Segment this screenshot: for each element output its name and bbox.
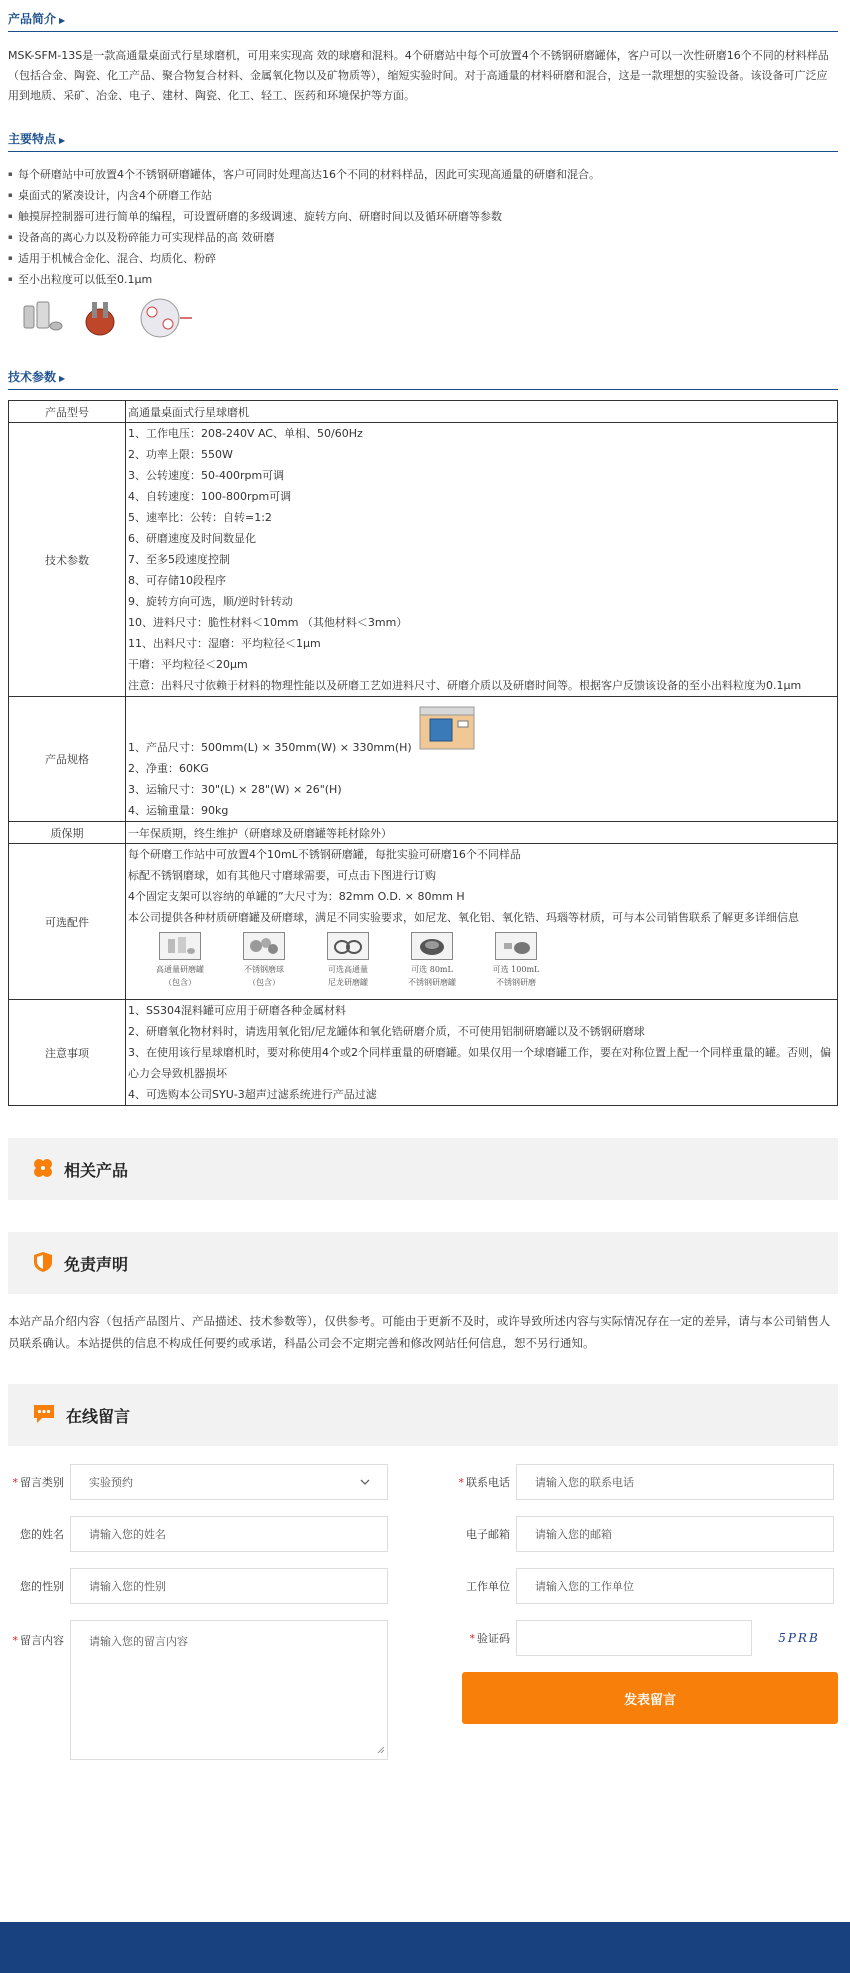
spec-line: 2、功率上限：550W <box>128 448 233 461</box>
captcha-image[interactable]: 5PRB <box>778 1631 820 1645</box>
rotation-diagram-thumbnail[interactable] <box>136 296 180 340</box>
spec-value: 一年保质期，终生维护（研磨球及研磨罐等耗材除外） <box>126 822 838 844</box>
list-item: ▪ 适用于机械合金化、混合、均质化、粉碎 <box>8 248 838 269</box>
spec-line: 4个固定支架可以容纳的单罐的”大尺寸为：82mm O.D. × 80mm H <box>128 890 465 903</box>
field-label: 工作单位 <box>466 1580 510 1593</box>
content-textarea[interactable]: 请输入您的留言内容 <box>70 1620 388 1760</box>
features-heading: 主要特点 ▶ <box>8 114 838 152</box>
machine-image <box>416 703 480 751</box>
spec-value <box>126 844 838 1000</box>
intro-text: MSK-SFM-13S是一款高通量桌面式行星球磨机，可用来实现高 效的球磨和混料。4个研磨站中每个可放置4个不锈钢研磨罐体，客户可以一次性研磨16个不同的材料样品（包括合金、陶瓷、化工产品、聚合物复合材料、金属氧化物以及矿物质等），缩短实验时间。对于高通量的材料研磨和混合，这是一款理想的实验设备。该设备可广泛应用到地质、采矿、冶金、电子、建材、陶瓷、化工、轻工、医药和环境保护等方面。 <box>8 49 829 102</box>
spec-line: 4、自转速度：100-800rpm可调 <box>128 490 292 503</box>
list-item: ▪ 每个研磨站中可放置4个不锈钢研磨罐体，客户可同时处理高达16个不同的材料样品，因此可实现高通量的研磨和混合。 <box>8 164 838 185</box>
field-label: * 验证码 <box>469 1632 510 1645</box>
email-input[interactable]: 请输入您的邮箱 <box>516 1516 834 1552</box>
spec-line: 11、出料尺寸：湿磨：平均粒径＜1μm <box>128 637 321 650</box>
spec-value <box>126 423 838 697</box>
field-label: * 留言类别 <box>12 1476 64 1489</box>
name-input[interactable]: 请输入您的姓名 <box>70 1516 388 1552</box>
spec-line: 10、进料尺寸：脆性材料＜10mm （其他材料＜3mm） <box>128 616 408 629</box>
spec-value <box>126 1000 838 1106</box>
list-item: ▪ 触摸屏控制器可进行简单的编程，可设置研磨的多级调速、旋转方向、研磨时间以及循环研磨等参数 <box>8 206 838 227</box>
spec-line: 7、至多5段速度控制 <box>128 553 230 566</box>
spec-line: 1、产品尺寸：500mm(L) × 350mm(W) × 330mm(H) <box>128 741 412 754</box>
field-label: * 联系电话 <box>458 1476 510 1489</box>
spec-line: 4、运输重量：90kg <box>128 804 229 817</box>
accessory-list <box>128 928 835 999</box>
accessory-item[interactable]: 可选高通量 尼龙研磨罐 <box>306 932 390 989</box>
field-label: * 留言内容 <box>12 1634 64 1647</box>
list-item: ▪ 设备高的离心力以及粉碎能力可实现样品的高 效研磨 <box>8 227 838 248</box>
company-row <box>454 1568 834 1604</box>
table-row <box>9 697 838 822</box>
spec-table <box>8 400 838 1106</box>
spec-line: 注意：出料尺寸依赖于材料的物理性能以及研磨工艺如进料尺寸、研磨介质以及研磨时间等。根据客户反馈该设备的至小出料粒度为0.1μm <box>128 679 802 692</box>
gender-row <box>8 1568 388 1604</box>
spec-value <box>126 697 838 822</box>
intro-heading: 产品简介 ▶ <box>8 0 838 32</box>
spec-line: 干磨：平均粒径＜20μm <box>128 658 248 671</box>
jars-thumbnail[interactable] <box>20 296 64 340</box>
captcha-input[interactable] <box>516 1620 752 1656</box>
spec-label: 产品型号 <box>9 401 126 423</box>
triangle-icon: ▶ <box>59 374 66 383</box>
spec-label: 质保期 <box>9 822 126 844</box>
spec-label: 注意事项 <box>9 1000 126 1106</box>
product-detail <box>8 0 838 1794</box>
spec-label: 产品规格 <box>9 697 126 822</box>
spec-line: 8、可存储10段程序 <box>128 574 226 587</box>
field-label: 您的性别 <box>20 1580 64 1593</box>
category-select[interactable]: 实验预约 <box>70 1464 388 1500</box>
name-row <box>8 1516 388 1552</box>
table-row <box>9 844 838 1000</box>
spec-line: 4、可选购本公司SYU-3超声过滤系统进行产品过滤 <box>128 1088 377 1101</box>
table-row <box>9 822 838 844</box>
accessory-item[interactable]: 可选 100mL 不锈钢研磨 <box>474 932 558 989</box>
message-panel <box>8 1384 838 1446</box>
feature-thumbnails <box>8 290 838 368</box>
content-row <box>8 1620 388 1760</box>
flower-icon <box>32 1157 54 1182</box>
spec-line: 9、旋转方向可选，顺/逆时针转动 <box>128 595 293 608</box>
spec-value: 高通量桌面式行星球磨机 <box>126 401 838 423</box>
list-item: ▪ 至小出粒度可以低至0.1μm <box>8 269 838 290</box>
gender-input[interactable]: 请输入您的性别 <box>70 1568 388 1604</box>
field-label: 您的姓名 <box>20 1528 64 1541</box>
field-label: 电子邮箱 <box>466 1528 510 1541</box>
balls-image <box>243 932 285 960</box>
spec-line: 1、工作电压：208-240V AC、单相、50/60Hz <box>128 427 363 440</box>
panel-title: 相关产品 <box>64 1160 129 1180</box>
message-form <box>8 1464 838 1794</box>
list-item: ▪ 桌面式的紧凑设计，内含4个研磨工作站 <box>8 185 838 206</box>
email-row <box>454 1516 834 1552</box>
panel-title: 免责声明 <box>64 1254 129 1274</box>
category-row <box>8 1464 388 1500</box>
phone-input[interactable]: 请输入您的联系电话 <box>516 1464 834 1500</box>
accessory-item[interactable]: 不锈钢磨球 （包含） <box>222 932 306 989</box>
jar-image <box>159 932 201 960</box>
spec-line: 1、SS304混料罐可应用于研磨各种金属材料 <box>128 1004 346 1017</box>
chat-icon <box>32 1403 56 1428</box>
related-products-panel <box>8 1138 838 1200</box>
company-input[interactable]: 请输入您的工作单位 <box>516 1568 834 1604</box>
chevron-down-icon <box>359 1476 371 1491</box>
triangle-icon: ▶ <box>59 136 66 145</box>
spec-line: 本公司提供各种材质研磨罐及研磨球，满足不同实验要求，如尼龙、氧化铝、氧化锆、玛瑙等材质，可与本公司销售联系了解更多详细信息 <box>128 911 799 924</box>
nylon-jar-image <box>327 932 369 960</box>
spec-line: 2、研磨氧化物材料时，请选用氧化铝/尼龙罐体和氧化锆研磨介质，不可使用铝制研磨罐以及不锈钢研磨球 <box>128 1025 645 1038</box>
triangle-icon: ▶ <box>59 16 66 25</box>
spec-line: 3、公转速度：50-400rpm可调 <box>128 469 285 482</box>
disclaimer-panel <box>8 1232 838 1294</box>
phone-row <box>454 1464 834 1500</box>
spec-line: 2、净重：60KG <box>128 762 209 775</box>
disclaimer-text: 本站产品介绍内容（包括产品图片、产品描述、技术参数等），仅供参考。可能由于更新不及时，或许导致所述内容与实际情况存在一定的差异，请与本公司销售人员联系确认。本站提供的信息不构成任何要约或承诺，科晶公司会不定期完善和修改网站任何信息，恕不另行通知。 <box>8 1314 831 1350</box>
table-row <box>9 401 838 423</box>
panel-title: 在线留言 <box>66 1406 131 1426</box>
80ml-jar-image <box>411 932 453 960</box>
features-list <box>8 152 838 290</box>
submit-button[interactable]: 发表留言 <box>462 1672 838 1724</box>
spec-line: 3、在使用该行星球磨机时，要对称使用4个或2个同样重量的研磨罐。如果仅用一个球磨罐工作，要在对称位置上配一个同样重量的罐。否则，偏心力会导致机器损坏 <box>128 1046 831 1080</box>
spec-line: 5、速率比：公转：自转=1:2 <box>128 511 272 524</box>
footer-bar <box>0 1922 850 1973</box>
shield-icon <box>32 1251 54 1276</box>
grinding-station-thumbnail[interactable] <box>78 296 122 340</box>
100ml-jar-image <box>495 932 537 960</box>
captcha-row <box>454 1620 834 1656</box>
spec-line: 每个研磨工作站中可放置4个10mL不锈钢研磨罐，每批实验可研磨16个不同样品 <box>128 848 521 861</box>
spec-label: 可选配件 <box>9 844 126 1000</box>
spec-line: 3、运输尺寸：30"(L) × 28"(W) × 26"(H) <box>128 783 342 796</box>
accessory-item[interactable]: 可选 80mL 不锈钢研磨罐 <box>390 932 474 989</box>
accessory-item[interactable]: 高通量研磨罐 （包含） <box>138 932 222 989</box>
specs-heading: 技术参数 ▶ <box>8 368 838 390</box>
spec-line: 标配不锈钢磨球，如有其他尺寸磨球需要，可点击下图进行订购 <box>128 869 436 882</box>
table-row <box>9 1000 838 1106</box>
spec-label: 技术参数 <box>9 423 126 697</box>
table-row <box>9 423 838 697</box>
resize-handle-icon[interactable] <box>377 1744 385 1757</box>
spec-line: 6、研磨速度及时间数显化 <box>128 532 256 545</box>
